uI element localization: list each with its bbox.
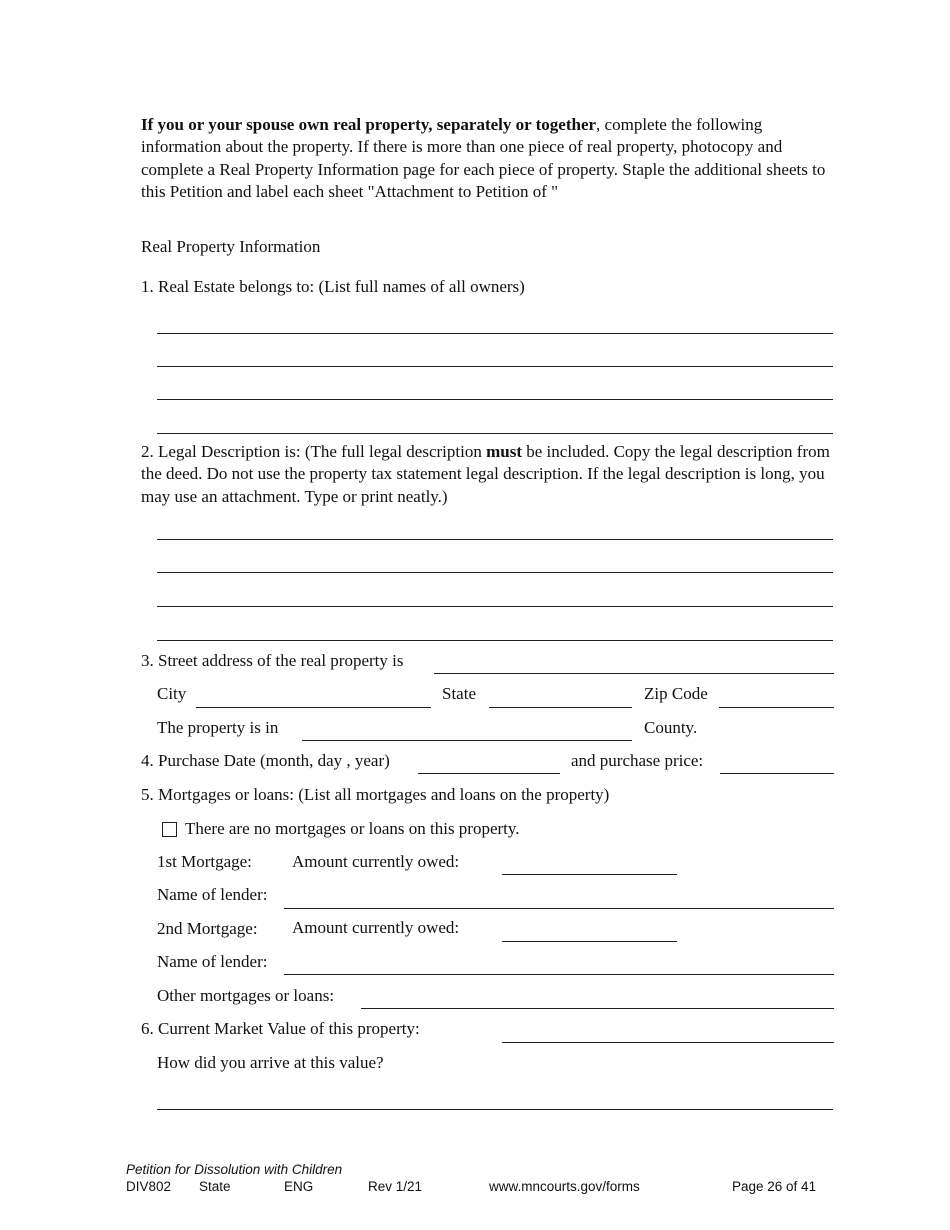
first-amount-label: Amount currently owed: [292, 852, 460, 871]
other-mortgages-label: Other mortgages or loans: [157, 986, 335, 1005]
street-address-line[interactable] [434, 673, 834, 674]
footer-form-code: DIV802 [126, 1179, 172, 1194]
no-mortgage-label: There are no mortgages or loans on this property. [185, 819, 520, 838]
city-line[interactable] [196, 707, 431, 708]
legal-line-2[interactable] [157, 572, 833, 573]
second-lender-line[interactable] [284, 974, 834, 975]
q5-label: 5. Mortgages or loans: (List all mortgages and loans on the property) [141, 785, 610, 804]
zip-label: Zip Code [644, 684, 708, 703]
footer-state: State [199, 1179, 231, 1194]
owners-line-4[interactable] [157, 433, 833, 434]
property-in-label: The property is in [157, 718, 279, 737]
section-title: Real Property Information [141, 237, 321, 256]
footer-language: ENG [284, 1179, 314, 1194]
second-mortgage-label: 2nd Mortgage: [157, 919, 258, 938]
purchase-price-label: and purchase price: [571, 751, 704, 770]
second-lender-label: Name of lender: [157, 952, 268, 971]
footer-revision: Rev 1/21 [368, 1179, 423, 1194]
state-line[interactable] [489, 707, 632, 708]
value-method-label: How did you arrive at this value? [157, 1053, 384, 1072]
purchase-price-line[interactable] [720, 773, 834, 774]
city-label: City [157, 684, 187, 703]
value-method-line[interactable] [157, 1109, 833, 1110]
first-lender-line[interactable] [284, 908, 834, 909]
footer-url[interactable]: www.mncourts.gov/forms [489, 1179, 640, 1194]
q2-bold: must [486, 442, 523, 461]
intro-bold: If you or your spouse own real property, separately or together [141, 115, 597, 134]
zip-line[interactable] [719, 707, 834, 708]
q4-label: 4. Purchase Date (month, day , year) [141, 751, 390, 770]
q3-label: 3. Street address of the real property is [141, 651, 404, 670]
q2-paragraph [141, 441, 841, 508]
intro-text: , complete the following information about the property. If there is more than one piece of real property, photocopy and complete a Real Property Information page for each piece of property. Staple the additional sheets to this Petition and label each sheet "Attachment to Petition of " [141, 115, 826, 201]
county-line[interactable] [302, 740, 632, 741]
second-amount-label: Amount currently owed: [292, 918, 460, 937]
county-label: County. [644, 718, 698, 737]
q1-label: 1. Real Estate belongs to: (List full names of all owners) [141, 277, 525, 296]
market-value-line[interactable] [502, 1042, 834, 1043]
intro-paragraph [141, 114, 841, 203]
footer-title: Petition for Dissolution with Children [126, 1162, 343, 1177]
q2-text-2: be included. Copy the legal description from the deed. Do not use the property tax statement legal description. If the legal description is long, you may use an attachment. Type or print neatly.) [141, 442, 830, 506]
owners-line-3[interactable] [157, 399, 833, 400]
first-mortgage-label: 1st Mortgage: [157, 852, 252, 871]
owners-line-2[interactable] [157, 366, 833, 367]
legal-line-1[interactable] [157, 539, 833, 540]
owners-line-1[interactable] [157, 333, 833, 334]
legal-line-4[interactable] [157, 640, 833, 641]
q2-text-1: 2. Legal Description is: (The full legal description [141, 442, 487, 461]
legal-line-3[interactable] [157, 606, 833, 607]
footer-page-number: Page 26 of 41 [732, 1179, 817, 1194]
other-mortgages-line[interactable] [361, 1008, 834, 1009]
first-lender-label: Name of lender: [157, 885, 268, 904]
q6-label: 6. Current Market Value of this property: [141, 1019, 420, 1038]
no-mortgage-checkbox[interactable] [162, 822, 177, 837]
purchase-date-line[interactable] [418, 773, 560, 774]
second-amount-line[interactable] [502, 941, 677, 942]
first-amount-line[interactable] [502, 874, 677, 875]
state-label: State [442, 684, 476, 703]
